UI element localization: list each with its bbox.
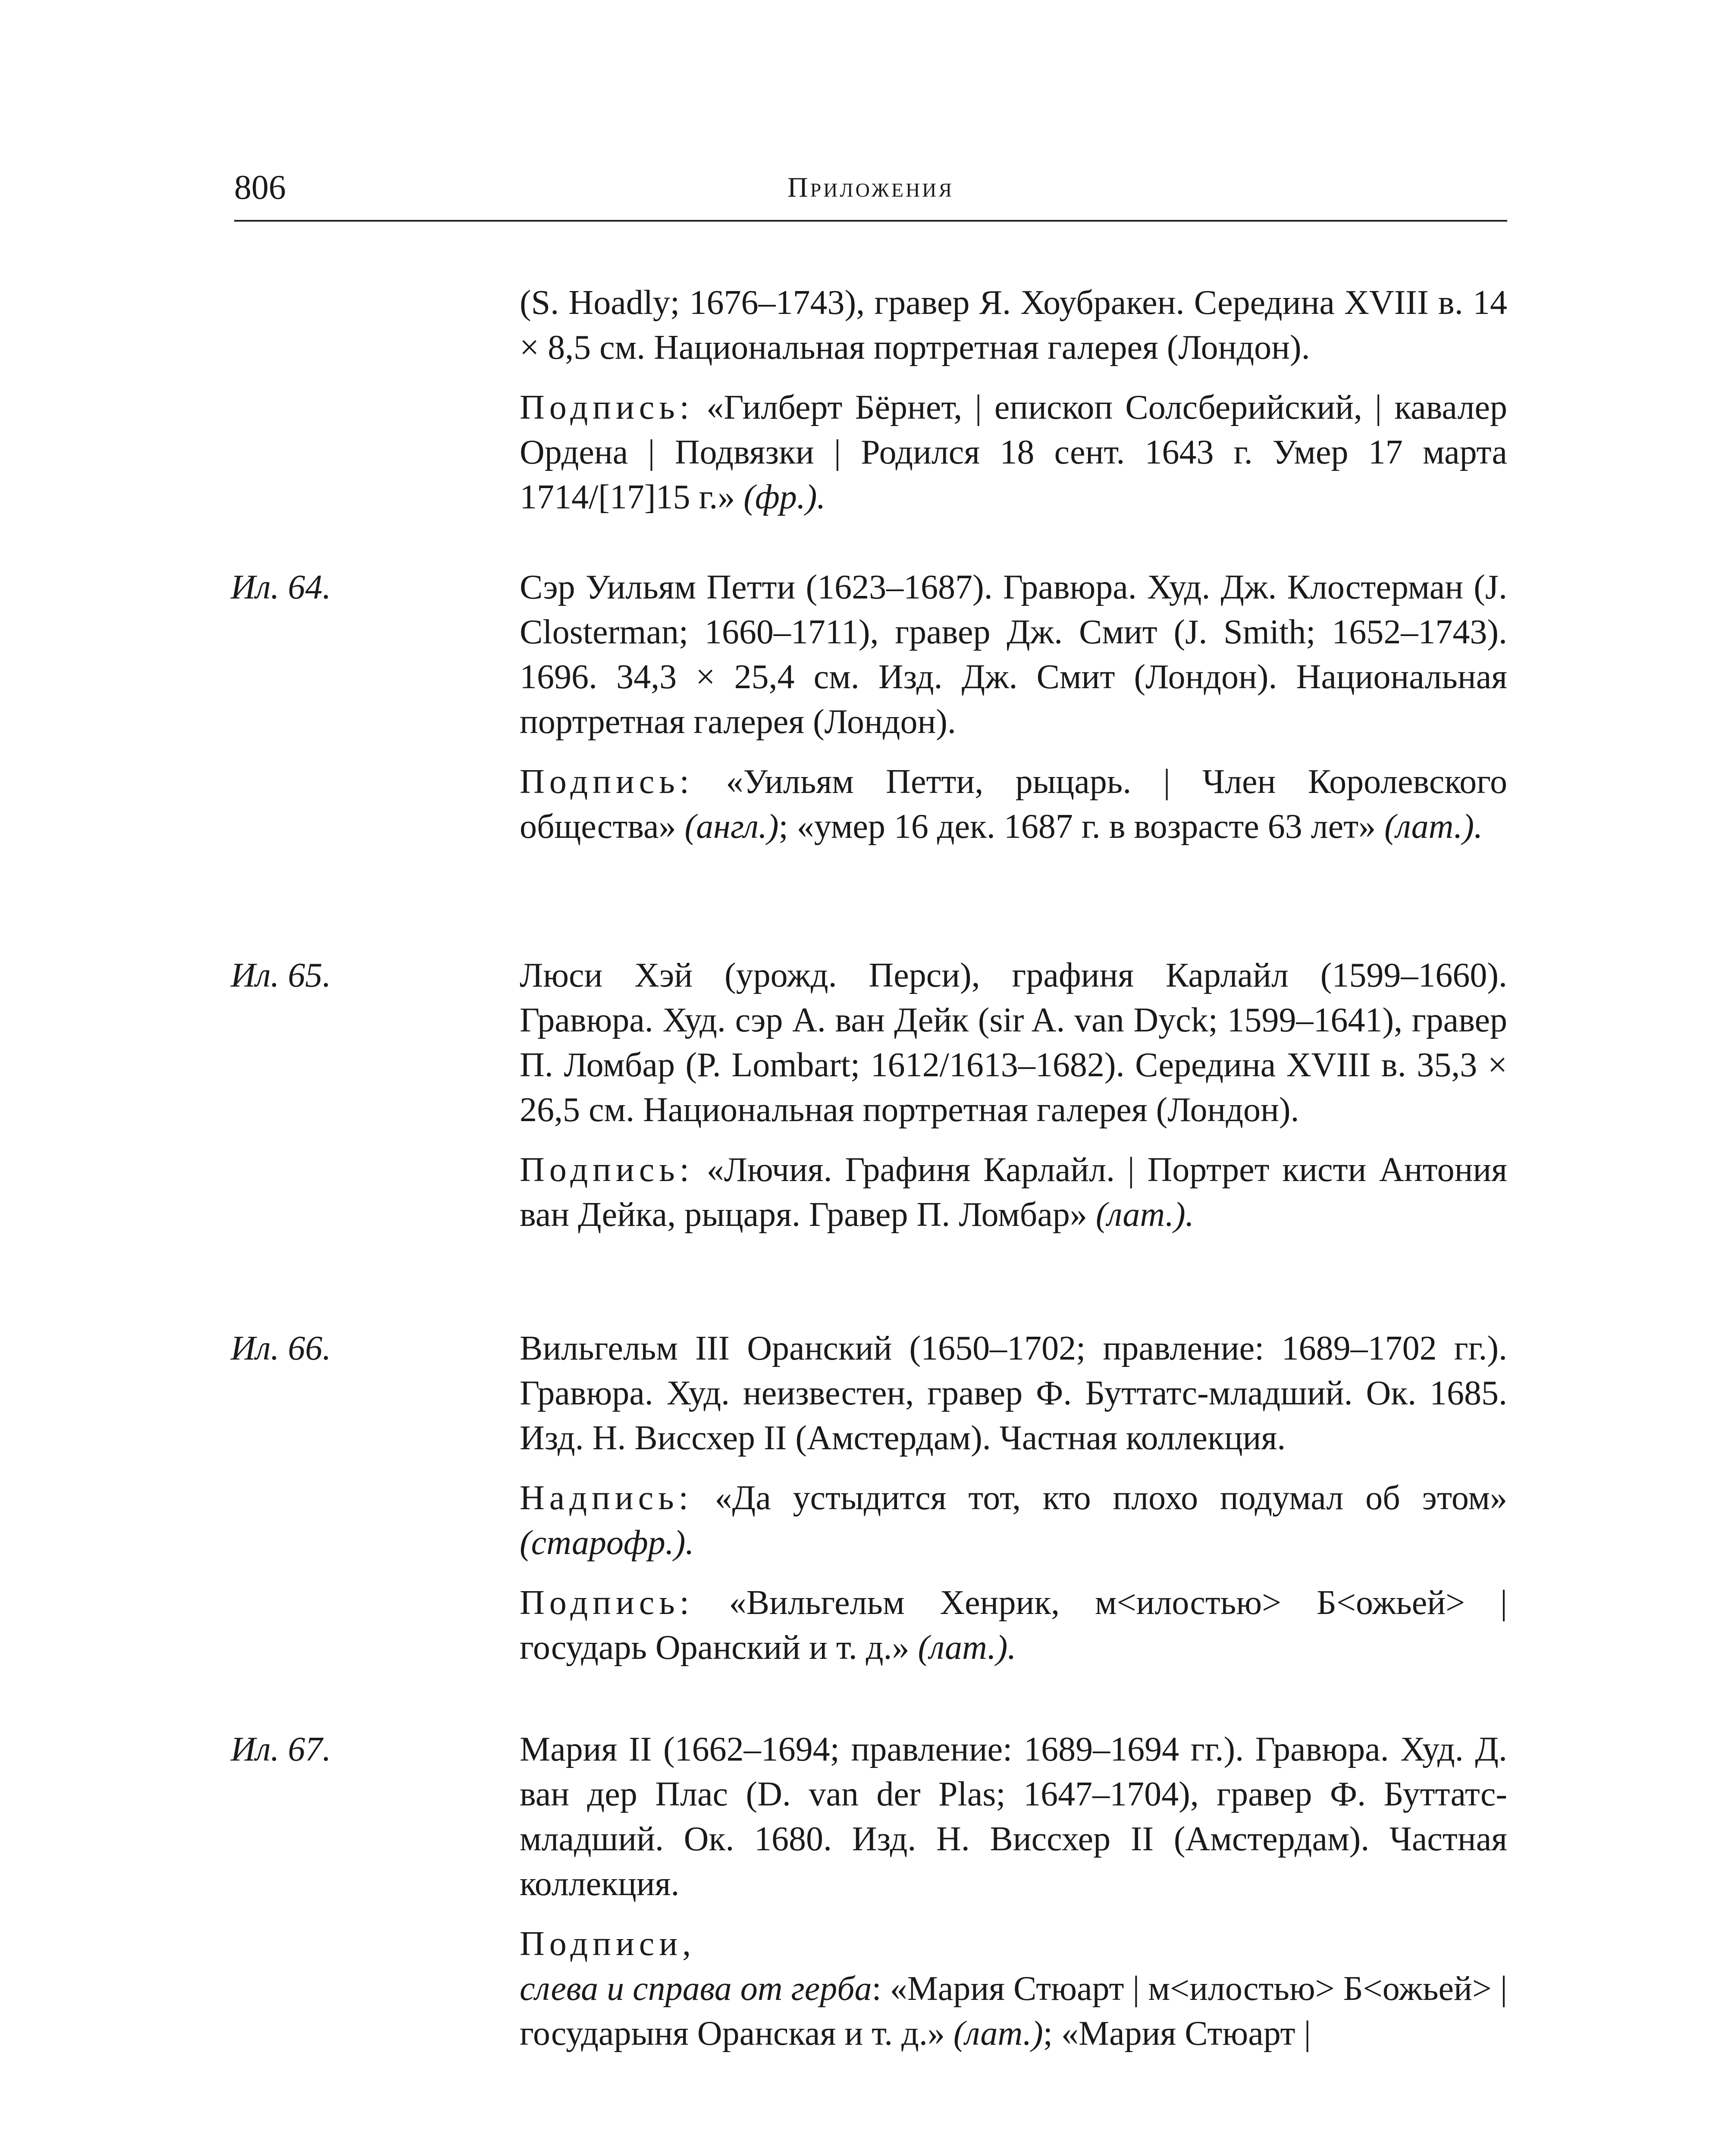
entry-text: Вильгельм III Оранский (1650–1702; правление: 1689–1702 гг.). Гравюра. Худ. неизвестен, гравер Ф. Буттатс-младший. Ок. 1685. Изд. Н. Виссхер II (Амстердам). Частная коллекция.	[520, 1329, 1507, 1457]
caption-text: «Лючия. Графиня Карлайл. | Портрет кисти Антония ван Дейка, рыцаря. Гравер П. Ломбар»	[520, 1151, 1507, 1234]
caption-text: «Гилберт Бёрнет, | епископ Солсберийский, | кавалер Ордена | Подвязки | Родился 18 сент. 1643 г. Умер 17 марта 1714/[17]15 г.»	[520, 389, 1507, 516]
caption-text: «Уильям Петти, рыцарь. | Член Королевского общества»	[520, 763, 1507, 846]
entry-64	[520, 565, 1507, 849]
page-header	[234, 166, 1507, 222]
entry-inscription	[520, 1476, 1507, 1565]
caption-lang: (фр.).	[743, 478, 826, 516]
caption-lang: (англ.)	[684, 808, 779, 846]
entry-65	[520, 953, 1507, 1237]
inscription-lang: (старофр.).	[520, 1524, 694, 1562]
captions-word: Подписи,	[520, 1925, 696, 1963]
captions-lang: (лат.)	[953, 2015, 1043, 2053]
entry-label-67: Ил. 67.	[231, 1730, 331, 1768]
captions-position: слева и справа от герба	[520, 1970, 872, 2008]
captions-text: ; «Мария Стюарт |	[1043, 2015, 1311, 2053]
running-title: Приложения	[787, 172, 954, 203]
entry-66	[520, 1326, 1507, 1670]
page-number: 806	[234, 169, 286, 207]
intro-block	[520, 280, 1507, 520]
entry-captions	[520, 1921, 1507, 2056]
caption-word: Подпись:	[520, 1151, 694, 1189]
inscription-text: «Да устыдится тот, кто плохо подумал об этом»	[693, 1479, 1507, 1517]
caption-word: Подпись:	[520, 389, 694, 426]
entry-67	[520, 1727, 1507, 2056]
entry-text: Мария II (1662–1694; правление: 1689–1694 гг.). Гравюра. Худ. Д. ван дер Плас (D. van der Plas; 1647–1704), гравер Ф. Буттатс-младший. Ок. 1680. Изд. Н. Виссхер II (Амстердам). Частная коллекция.	[520, 1730, 1507, 1903]
entry-label-64: Ил. 64.	[231, 568, 331, 606]
caption-lang: (лат.).	[1095, 1196, 1194, 1234]
caption-text: ; «умер 16 дек. 1687 г. в возрасте 63 лет»	[778, 808, 1385, 846]
entry-label-65: Ил. 65.	[231, 956, 331, 994]
inscription-word: Надпись:	[520, 1479, 693, 1517]
caption-lang: (лат.).	[918, 1629, 1016, 1667]
intro-caption	[520, 385, 1507, 520]
caption-text: «Вильгельм Хенрик, м<илостью> Б<ожьей> | государь Оранский и т. д.»	[520, 1584, 1507, 1667]
caption-word: Подпись:	[520, 1584, 694, 1622]
intro-text: (S. Hoadly; 1676–1743), гравер Я. Хоубракен. Середина XVIII в. 14 × 8,5 см. Национальная портретная галерея (Лондон).	[520, 284, 1507, 367]
caption-lang: (лат.).	[1384, 808, 1483, 846]
entry-caption	[520, 1147, 1507, 1237]
caption-word: Подпись:	[520, 763, 694, 801]
entry-text: Сэр Уильям Петти (1623–1687). Гравюра. Худ. Дж. Клостерман (J. Closterman; 1660–1711), гравер Дж. Смит (J. Smith; 1652–1743). 1696. 34,3 × 25,4 см. Изд. Дж. Смит (Лондон). Национальная портретная галерея (Лондон).	[520, 568, 1507, 741]
captions-text: : «Мария Стюарт | м<илостью> Б<ожьей> | государыня Оранская и т. д.»	[520, 1970, 1507, 2053]
entry-label-66: Ил. 66.	[231, 1329, 331, 1367]
entry-caption	[520, 1580, 1507, 1670]
entry-caption	[520, 759, 1507, 849]
entry-text: Люси Хэй (урожд. Перси), графиня Карлайл (1599–1660). Гравюра. Худ. сэр А. ван Дейк (sir A. van Dyck; 1599–1641), гравер П. Ломбар (P. Lombart; 1612/1613–1682). Середина XVIII в. 35,3 × 26,5 см. Национальная портретная галерея (Лондон).	[520, 956, 1507, 1129]
